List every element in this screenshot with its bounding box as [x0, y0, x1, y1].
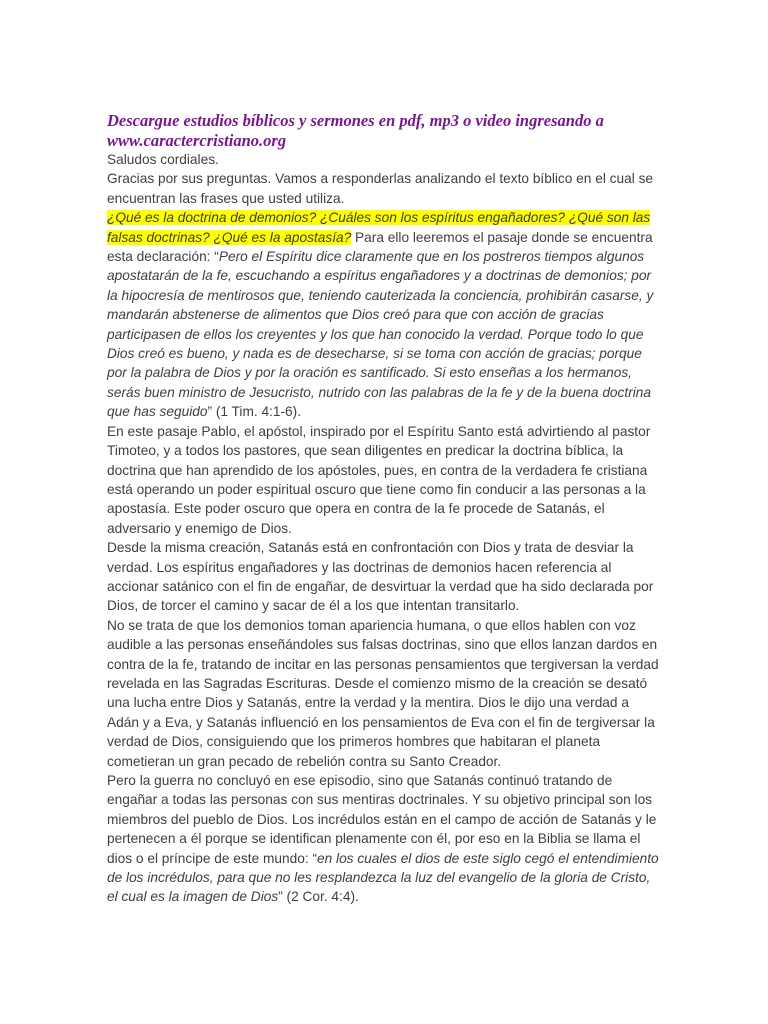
scripture-quote-corinthians: en los cuales el dios de este siglo cegó el entendimiento de los incrédulos, para que no les resplandezca la luz del evangelio de la gloria de Cristo, el cual es la imagen de Dios: [107, 850, 659, 905]
questions-paragraph: [107, 208, 663, 421]
document-body: [107, 111, 663, 907]
war-text: Pero la guerra no concluyó en ese episodio, sino que Satanás continuó tratando de engañar a todas las personas con sus mentiras doctrinales. Y su objetivo principal son los miembros del pueblo de Dios. Los incrédulos están en el campo de acción de Satanás y le pertenecen a él porque se identifican plenamente con él, por eso en la Biblia se llama el dios o el príncipe de este mundo: “: [107, 773, 657, 866]
header-line-1: Descargue estudios bíblicos y sermones en pdf, mp3 o video ingresando a: [107, 111, 604, 130]
highlighted-questions: ¿Qué es la doctrina de demonios? ¿Cuáles son los espíritus engañadores? ¿Qué son las falsas doctrinas? ¿Qué es la apostasía?: [107, 210, 651, 245]
demons-paragraph: No se trata de que los demonios toman apariencia humana, o que ellos hablen con voz audible a las personas enseñándoles sus falsas doctrinas, sino que ellos lanzan dardos en contra de la fe, tratando de incitar en las personas pensamientos que tergiversan la verdad revelada en las Sagradas Escrituras. Desde el comienzo mismo de la creación se desató una lucha entre Dios y Satanás, entre la verdad y la mentira. Dios le dijo una verdad a Adán y a Eva, y Satanás influenció en los pensamientos de Eva con el fin de tergiversar la verdad de Dios, consiguiendo que los primeros hombres que habitaran el planeta cometieran un gran pecado de rebelión contra su Santo Creador.: [107, 617, 659, 769]
greeting-paragraph: Saludos cordiales.: [107, 152, 219, 167]
header-website-link[interactable]: www.caractercristiano.org: [107, 130, 287, 150]
scripture-quote-timothy: Pero el Espíritu dice claramente que en los postreros tiempos algunos apostatarán de la fe, escuchando a espíritus engañadores y a doctrinas de demonios; por la hipocresía de mentirosos que, teniendo cauterizada la conciencia, prohibirán casarse, y mandarán abstenerse de alimentos que Dios creó para que con acción de gracias participasen de ellos los creyentes y los que han conocido la verdad. Porque todo lo que Dios creó es bueno, y nada es de desecharse, si se toma con acción de gracias; porque por la palabra de Dios y por la oración es santificado. Si esto enseñas a los hermanos, serás buen ministro de Jesucristo, nutrido con las palabras de la fe y de la buena doctrina que has seguido: [107, 249, 654, 420]
war-paragraph: [107, 771, 663, 907]
creation-paragraph: Desde la misma creación, Satanás está en confrontación con Dios y trata de desviar la verdad. Los espíritus engañadores y las doctrinas de demonios hacen referencia al accionar satánico con el fin de engañar, de desvirtuar la verdad que ha sido declarada por Dios, de torcer el camino y sacar de él a los que intentan transitarlo.: [107, 540, 654, 614]
questions-text: Para ello leeremos el pasaje donde se encuentra esta declaración: “: [107, 229, 653, 265]
download-header: [107, 111, 663, 150]
explanation-paragraph: En este pasaje Pablo, el apóstol, inspirado por el Espíritu Santo está advirtiendo al pastor Timoteo, y a todos los pastores, que sean diligentes en predicar la doctrina bíblica, la doctrina que han aprendido de los apóstoles, pues, en contra de la verdadera fe cristiana está operando un poder espiritual oscuro que tiene como fin conducir a las personas a la apostasía. Este poder oscuro que opera en contra de la fe procede de Satanás, el adversario y enemigo de Dios.: [107, 423, 651, 536]
letter-content: [107, 150, 663, 907]
intro-paragraph: Gracias por sus preguntas. Vamos a responderlas analizando el texto bíblico en el cual se encuentran las frases que usted utiliza.: [107, 171, 654, 206]
scripture-ref-corinthians: ” (2 Cor. 4:4).: [278, 889, 359, 905]
scripture-ref-timothy: ” (1 Tim. 4:1-6).: [207, 404, 302, 420]
